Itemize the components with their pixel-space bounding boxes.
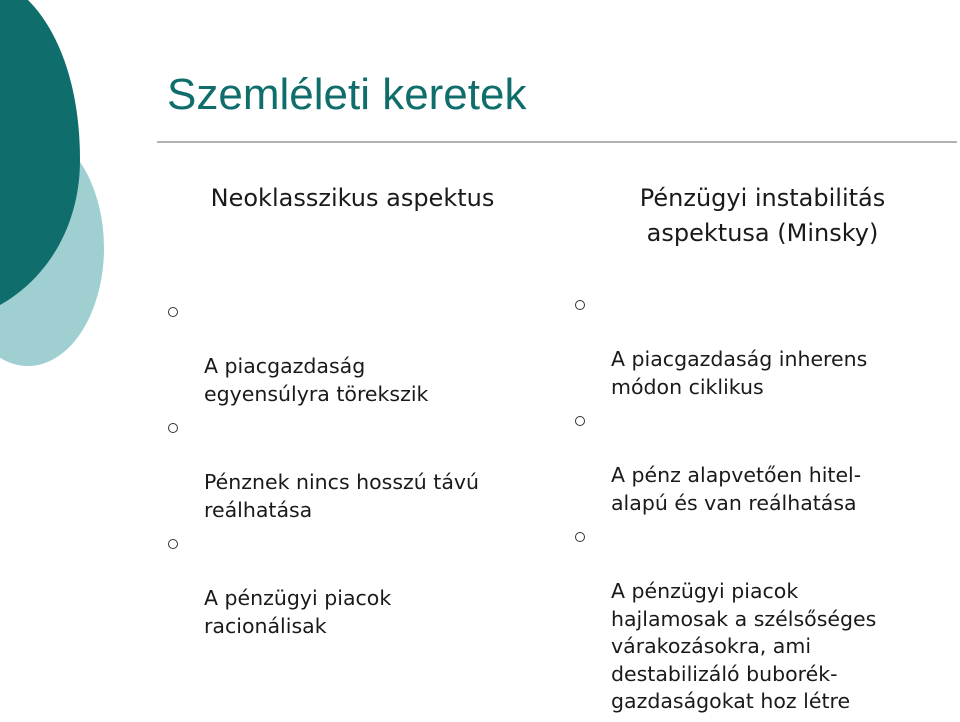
- circle-bullet-icon: [575, 416, 585, 426]
- list-item-text: A pénzügyi piacok hajlamosak a szélsőséges várakozásokra, ami destabilizáló buborék- gazdaságokat hoz létre: [611, 579, 877, 713]
- right-column-heading: Pénzügyi instabilitás aspektusa (Minsky): [639, 184, 886, 247]
- circle-bullet-icon: [168, 423, 178, 433]
- list-item-text: A pénzügyi piacok racionálisak: [204, 586, 392, 638]
- list-item-text: A piacgazdaság egyensúlyra törekszik: [204, 354, 429, 406]
- list-item: [168, 414, 538, 524]
- circle-bullet-icon: [168, 539, 178, 549]
- list-item: [575, 291, 935, 401]
- circle-bullet-icon: [575, 532, 585, 542]
- left-bullet-list: [168, 298, 538, 646]
- circle-bullet-icon: [575, 300, 585, 310]
- slide-title: Szemléleti keretek: [167, 70, 527, 119]
- list-item: [575, 523, 935, 716]
- list-item: [168, 298, 538, 408]
- list-item: [575, 407, 935, 517]
- right-bullet-list: [575, 291, 935, 722]
- list-item-text: A piacgazdaság inherens módon ciklikus: [611, 347, 868, 399]
- left-column-heading: Neoklasszikus aspektus: [210, 184, 495, 212]
- corner-decoration: [0, 0, 120, 380]
- list-item-text: A pénz alapvetően hitel- alapú és van reálhatása: [611, 463, 862, 515]
- circle-bullet-icon: [168, 307, 178, 317]
- list-item: [168, 530, 538, 640]
- list-item-text: Pénznek nincs hosszú távú reálhatása: [204, 470, 480, 522]
- title-divider: [157, 141, 957, 143]
